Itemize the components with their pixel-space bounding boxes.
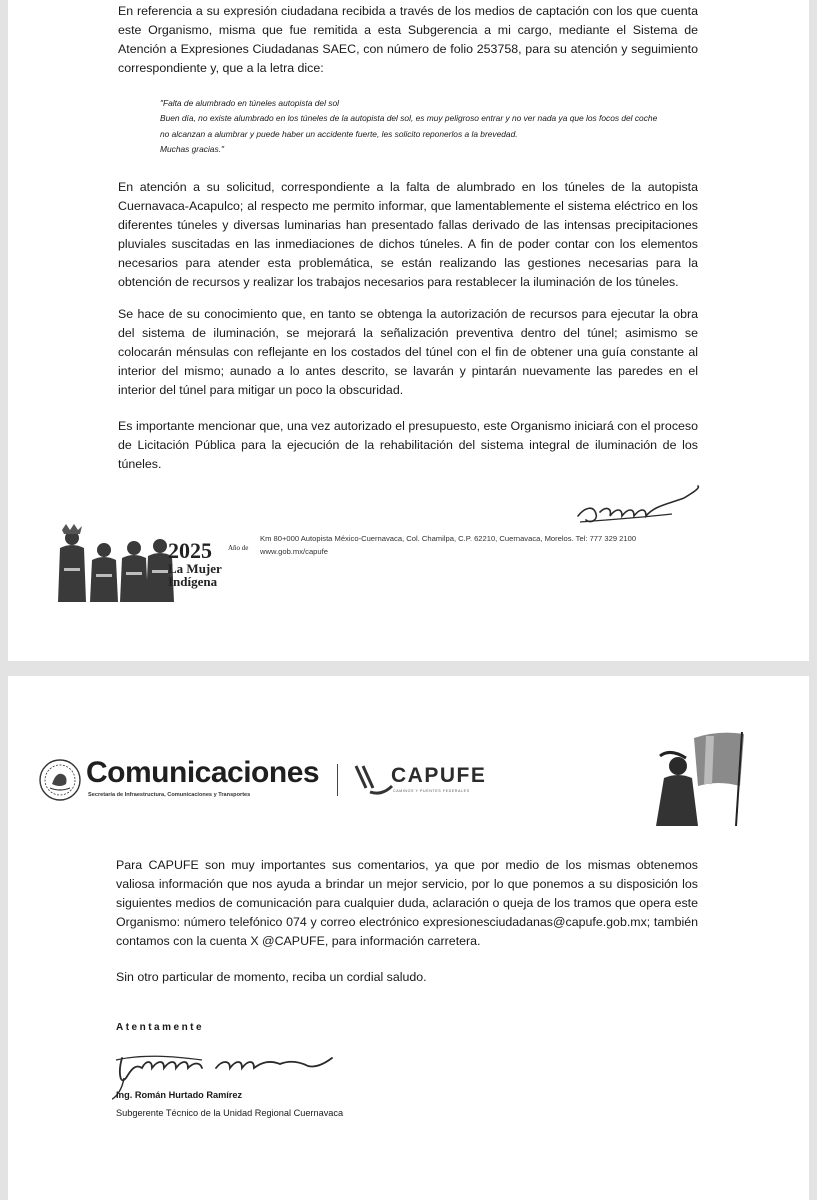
letter-page-2	[8, 676, 809, 1200]
footer-address	[260, 532, 636, 558]
mexico-seal-icon	[38, 758, 82, 802]
year-of-indigenous-woman-logo	[168, 540, 248, 588]
signer-role: Subgerente Técnico de la Unidad Regional Cuernavaca	[116, 1108, 344, 1118]
quote-closing: Muchas gracias."	[160, 144, 224, 155]
capufe-wordmark: CAPUFE	[391, 764, 487, 787]
brand-subtitle: Secretaría de Infraestructura, Comunicaciones y Transportes	[88, 792, 251, 798]
paragraph-important: Es importante mencionar que, una vez autorizado el presupuesto, este Organismo iniciará con el proceso de Licitación Pública para la ejecución de la rehabilitación del sistema integral de iluminación de los túneles.	[118, 419, 698, 471]
year-line-a: La Mujer	[168, 561, 222, 576]
logo-divider	[337, 764, 338, 796]
quote-title: "Falta de alumbrado en túneles autopista del sol	[160, 98, 339, 108]
signature-scribble	[576, 484, 706, 534]
paragraph-comments: Para CAPUFE son muy importantes sus comentarios, ya que por medio de los mismas obtenemos valiosa información que nos ayuda a brindar un mejor servicio, por lo que ponemos a su disposición los siguientes medios de comunicación para cualquier duda, aclaración o queja de los tramos que opera este Organismo: número telefónico 074 y correo electrónico expresionesciudadanas@capufe.gob.mx; también contamos con la cuenta X @CAPUFE, para información carretera.	[116, 858, 698, 948]
paragraph-intro: En referencia a su expresión ciudadana recibida a través de los medios de captación con los que cuenta este Organismo, misma que fue remitida a esta Subgerencia a mi cargo, mediante el Sistema de Atención a Expresiones Ciudadanas SAEC, con número de folio 253758, para su atención y seguimiento correspondiente y, que a la letra dice:	[118, 4, 698, 75]
year-number: 2025	[168, 538, 212, 563]
year-caption: Año de	[228, 544, 249, 552]
paragraph-knowledge: Se hace de su conocimiento que, en tanto se obtenga la autorización de recursos para ejecutar la obra del sistema de iluminación, se mejorará la señalización preventiva dentro del túnel; asimismo se colocarán ménsulas con reflejante en los costados del túnel con el fin de obtener una guía constante al interior del mismo; aunado a lo antes descrito, se lavarán y pintarán nuevamente las paredes en el interior del túnel para mitigar un poco la obscuridad.	[118, 307, 698, 397]
indigenous-women-illustration	[52, 524, 182, 602]
letter-page-1	[8, 0, 809, 661]
quote-body: Buen día, no existe alumbrado en los túneles de la autopista del sol, es muy peligroso entrar y no ver nada ya que los focos del coche no alcanzan a alumbrar y puede haber un accidente fuerte, les solicito reponerlos a la brevedad.	[160, 113, 658, 139]
paragraph-attention: En atención a su solicitud, correspondiente a la falta de alumbrado en los túneles de la autopista Cuernavaca-Acapulco; al respecto me permito informar, que lamentablemente el sistema eléctrico en los diferentes túneles y diversas luminarias han presentado fallas derivado de las intensas precipitaciones pluviales suscitadas en las inmediaciones de dichos túneles. A fin de poder contar con los elementos necesarios para atender esta problemática, se están realizando las gestiones necesarias para la obtención de recursos y realizar los trabajos necesarios para restablecer la iluminación de los túneles.	[118, 180, 698, 289]
address-line: Km 80+000 Autopista México-Cuernavaca, Col. Chamilpa, C.P. 62210, Cuernavaca, Morelos. Tel: 777 329 2100	[260, 534, 637, 543]
website-link[interactable]: www.gob.mx/capufe	[260, 547, 328, 556]
year-line-b: Indígena	[168, 574, 218, 589]
paragraph-closing: Sin otro particular de momento, reciba un cordial saludo.	[116, 970, 427, 984]
woman-with-flag-illustration	[648, 726, 748, 826]
brand-title: Comunicaciones	[86, 756, 320, 789]
sign-off-label: Atentamente	[116, 1022, 205, 1033]
capufe-subtitle: CAMINOS Y PUENTES FEDERALES	[393, 789, 470, 793]
citizen-quote	[160, 96, 660, 158]
signer-name: Ing. Román Hurtado Ramírez	[116, 1090, 243, 1100]
capufe-logo-icon	[354, 762, 394, 798]
